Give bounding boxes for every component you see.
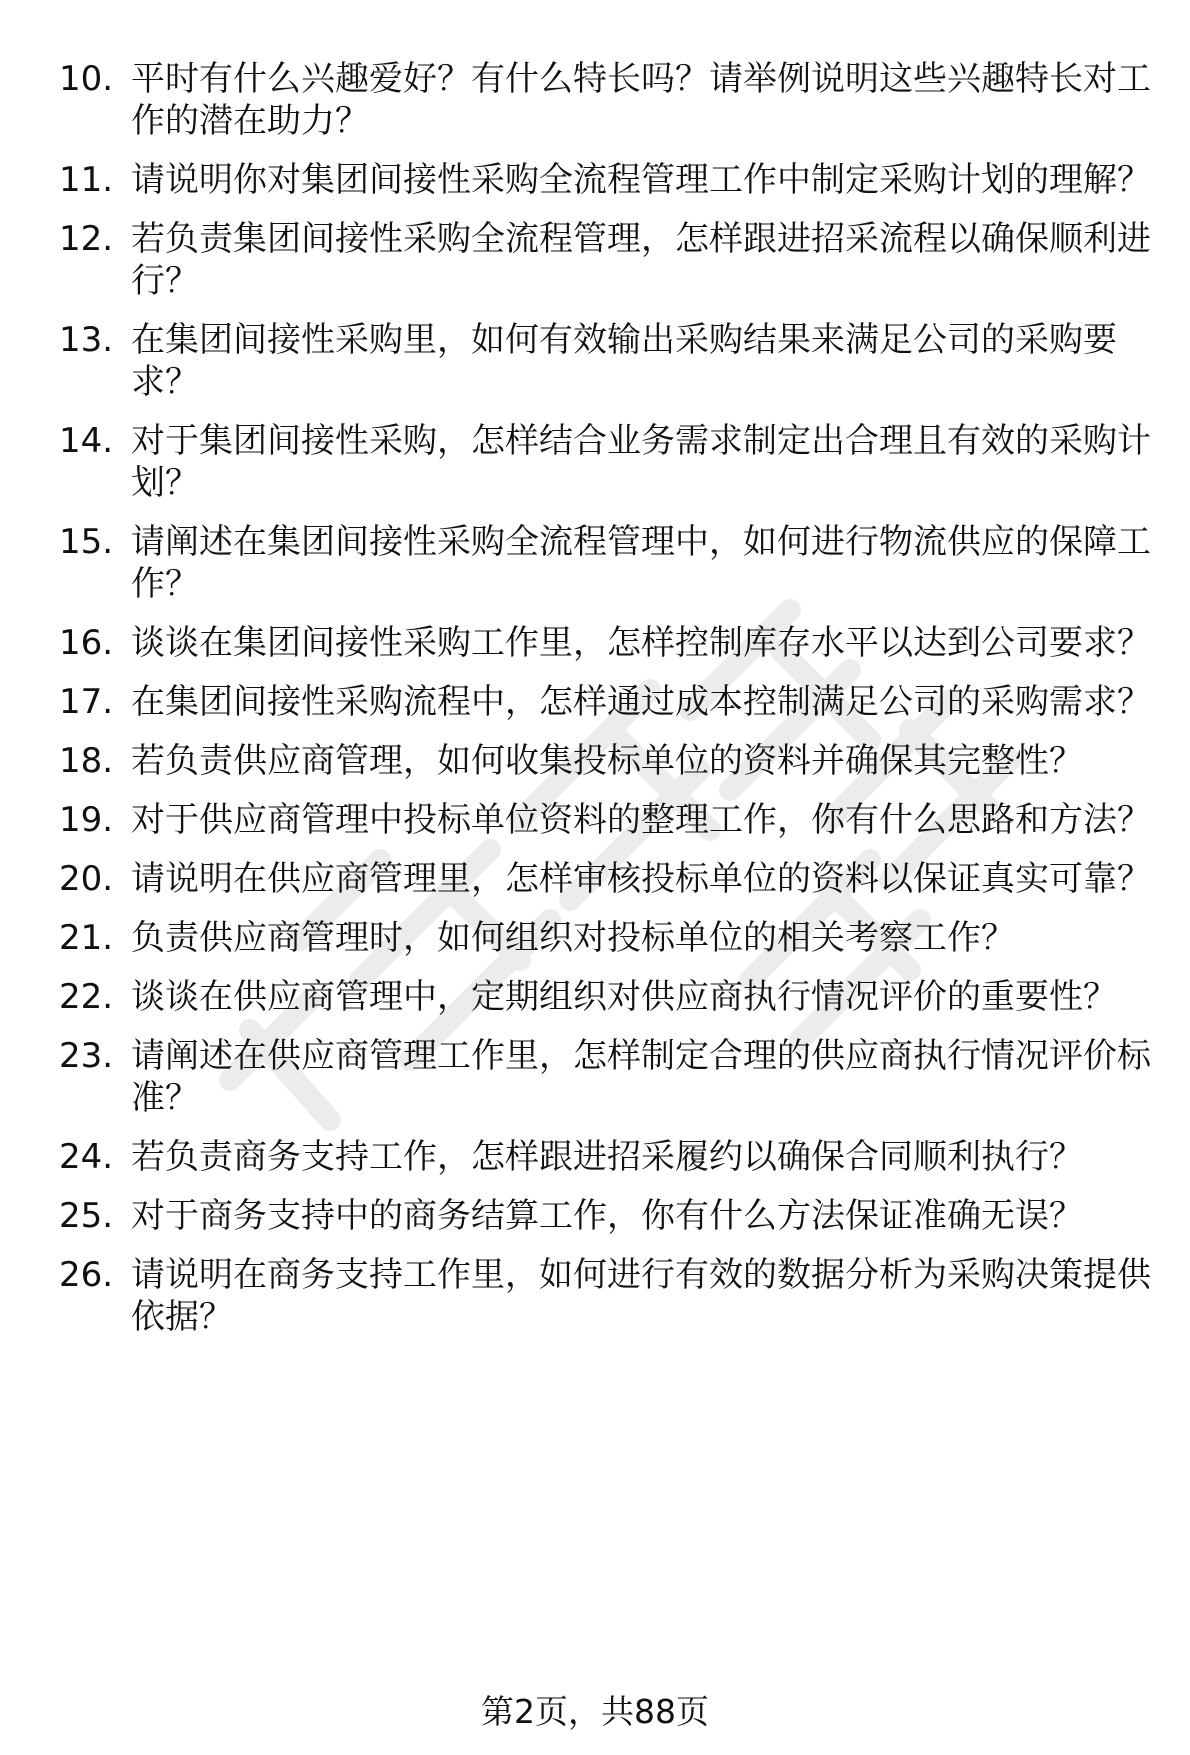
- list-item: [0, 218, 1151, 302]
- question-number: 17.: [59, 682, 114, 722]
- list-item: [0, 622, 1151, 664]
- question-number: 10.: [59, 59, 114, 99]
- question-text: 若负责商务支持工作，怎样跟进招采履约以确保合同顺利执行？: [131, 1137, 1083, 1177]
- list-item: [0, 1035, 1151, 1119]
- question-text: 在集团间接性采购里，如何有效输出采购结果来满足公司的采购要求？: [131, 320, 1117, 402]
- question-text: 若负责集团间接性采购全流程管理，怎样跟进招采流程以确保顺利进行？: [131, 219, 1151, 301]
- list-item: [0, 917, 1151, 959]
- question-number: 14.: [59, 421, 114, 461]
- page-footer: 第2页，共88页: [481, 1692, 709, 1731]
- question-number: 19.: [59, 800, 114, 840]
- question-number: 15.: [59, 522, 114, 562]
- question-number: 12.: [59, 219, 114, 259]
- question-number: 20.: [59, 859, 114, 899]
- list-item: [0, 1195, 1151, 1237]
- question-number: 18.: [59, 741, 114, 781]
- question-text: 平时有什么兴趣爱好？有什么特长吗？请举例说明这些兴趣特长对工作的潜在助力？: [131, 59, 1151, 141]
- question-text: 对于集团间接性采购，怎样结合业务需求制定出合理且有效的采购计划？: [131, 421, 1151, 503]
- question-number: 26.: [59, 1255, 114, 1295]
- list-item: [0, 521, 1151, 605]
- question-number: 11.: [59, 160, 114, 200]
- question-number: 22.: [59, 977, 114, 1017]
- question-text: 请阐述在集团间接性采购全流程管理中，如何进行物流供应的保障工作？: [131, 522, 1151, 604]
- question-number: 24.: [59, 1137, 114, 1177]
- list-item: [0, 1136, 1151, 1178]
- list-item: [0, 799, 1151, 841]
- question-text: 请说明在供应商管理里，怎样审核投标单位的资料以保证真实可靠？: [131, 859, 1151, 899]
- question-number: 25.: [59, 1196, 114, 1236]
- question-number: 13.: [59, 320, 114, 360]
- list-item: [0, 319, 1151, 403]
- question-text: 在集团间接性采购流程中，怎样通过成本控制满足公司的采购需求？: [131, 682, 1151, 722]
- list-item: [0, 976, 1151, 1018]
- question-list: [0, 58, 1190, 1355]
- question-number: 21.: [59, 918, 114, 958]
- list-item: [0, 740, 1151, 782]
- list-item: [0, 1254, 1151, 1338]
- question-text: 请阐述在供应商管理工作里，怎样制定合理的供应商执行情况评价标准？: [131, 1036, 1151, 1118]
- question-text: 谈谈在集团间接性采购工作里，怎样控制库存水平以达到公司要求？: [131, 623, 1151, 663]
- question-text: 对于商务支持中的商务结算工作，你有什么方法保证准确无误？: [131, 1196, 1083, 1236]
- list-item: [0, 420, 1151, 504]
- question-number: 16.: [59, 623, 114, 663]
- list-item: [0, 159, 1151, 201]
- question-text: 请说明在商务支持工作里，如何进行有效的数据分析为采购决策提供依据？: [131, 1255, 1151, 1337]
- list-item: [0, 858, 1151, 900]
- question-text: 请说明你对集团间接性采购全流程管理工作中制定采购计划的理解？: [131, 160, 1151, 200]
- question-text: 负责供应商管理时，如何组织对投标单位的相关考察工作？: [131, 918, 1015, 958]
- question-text: 若负责供应商管理，如何收集投标单位的资料并确保其完整性？: [131, 741, 1083, 781]
- list-item: [0, 681, 1151, 723]
- question-text: 谈谈在供应商管理中，定期组织对供应商执行情况评价的重要性？: [131, 977, 1117, 1017]
- list-item: [0, 58, 1151, 142]
- question-number: 23.: [59, 1036, 114, 1076]
- question-text: 对于供应商管理中投标单位资料的整理工作，你有什么思路和方法？: [131, 800, 1151, 840]
